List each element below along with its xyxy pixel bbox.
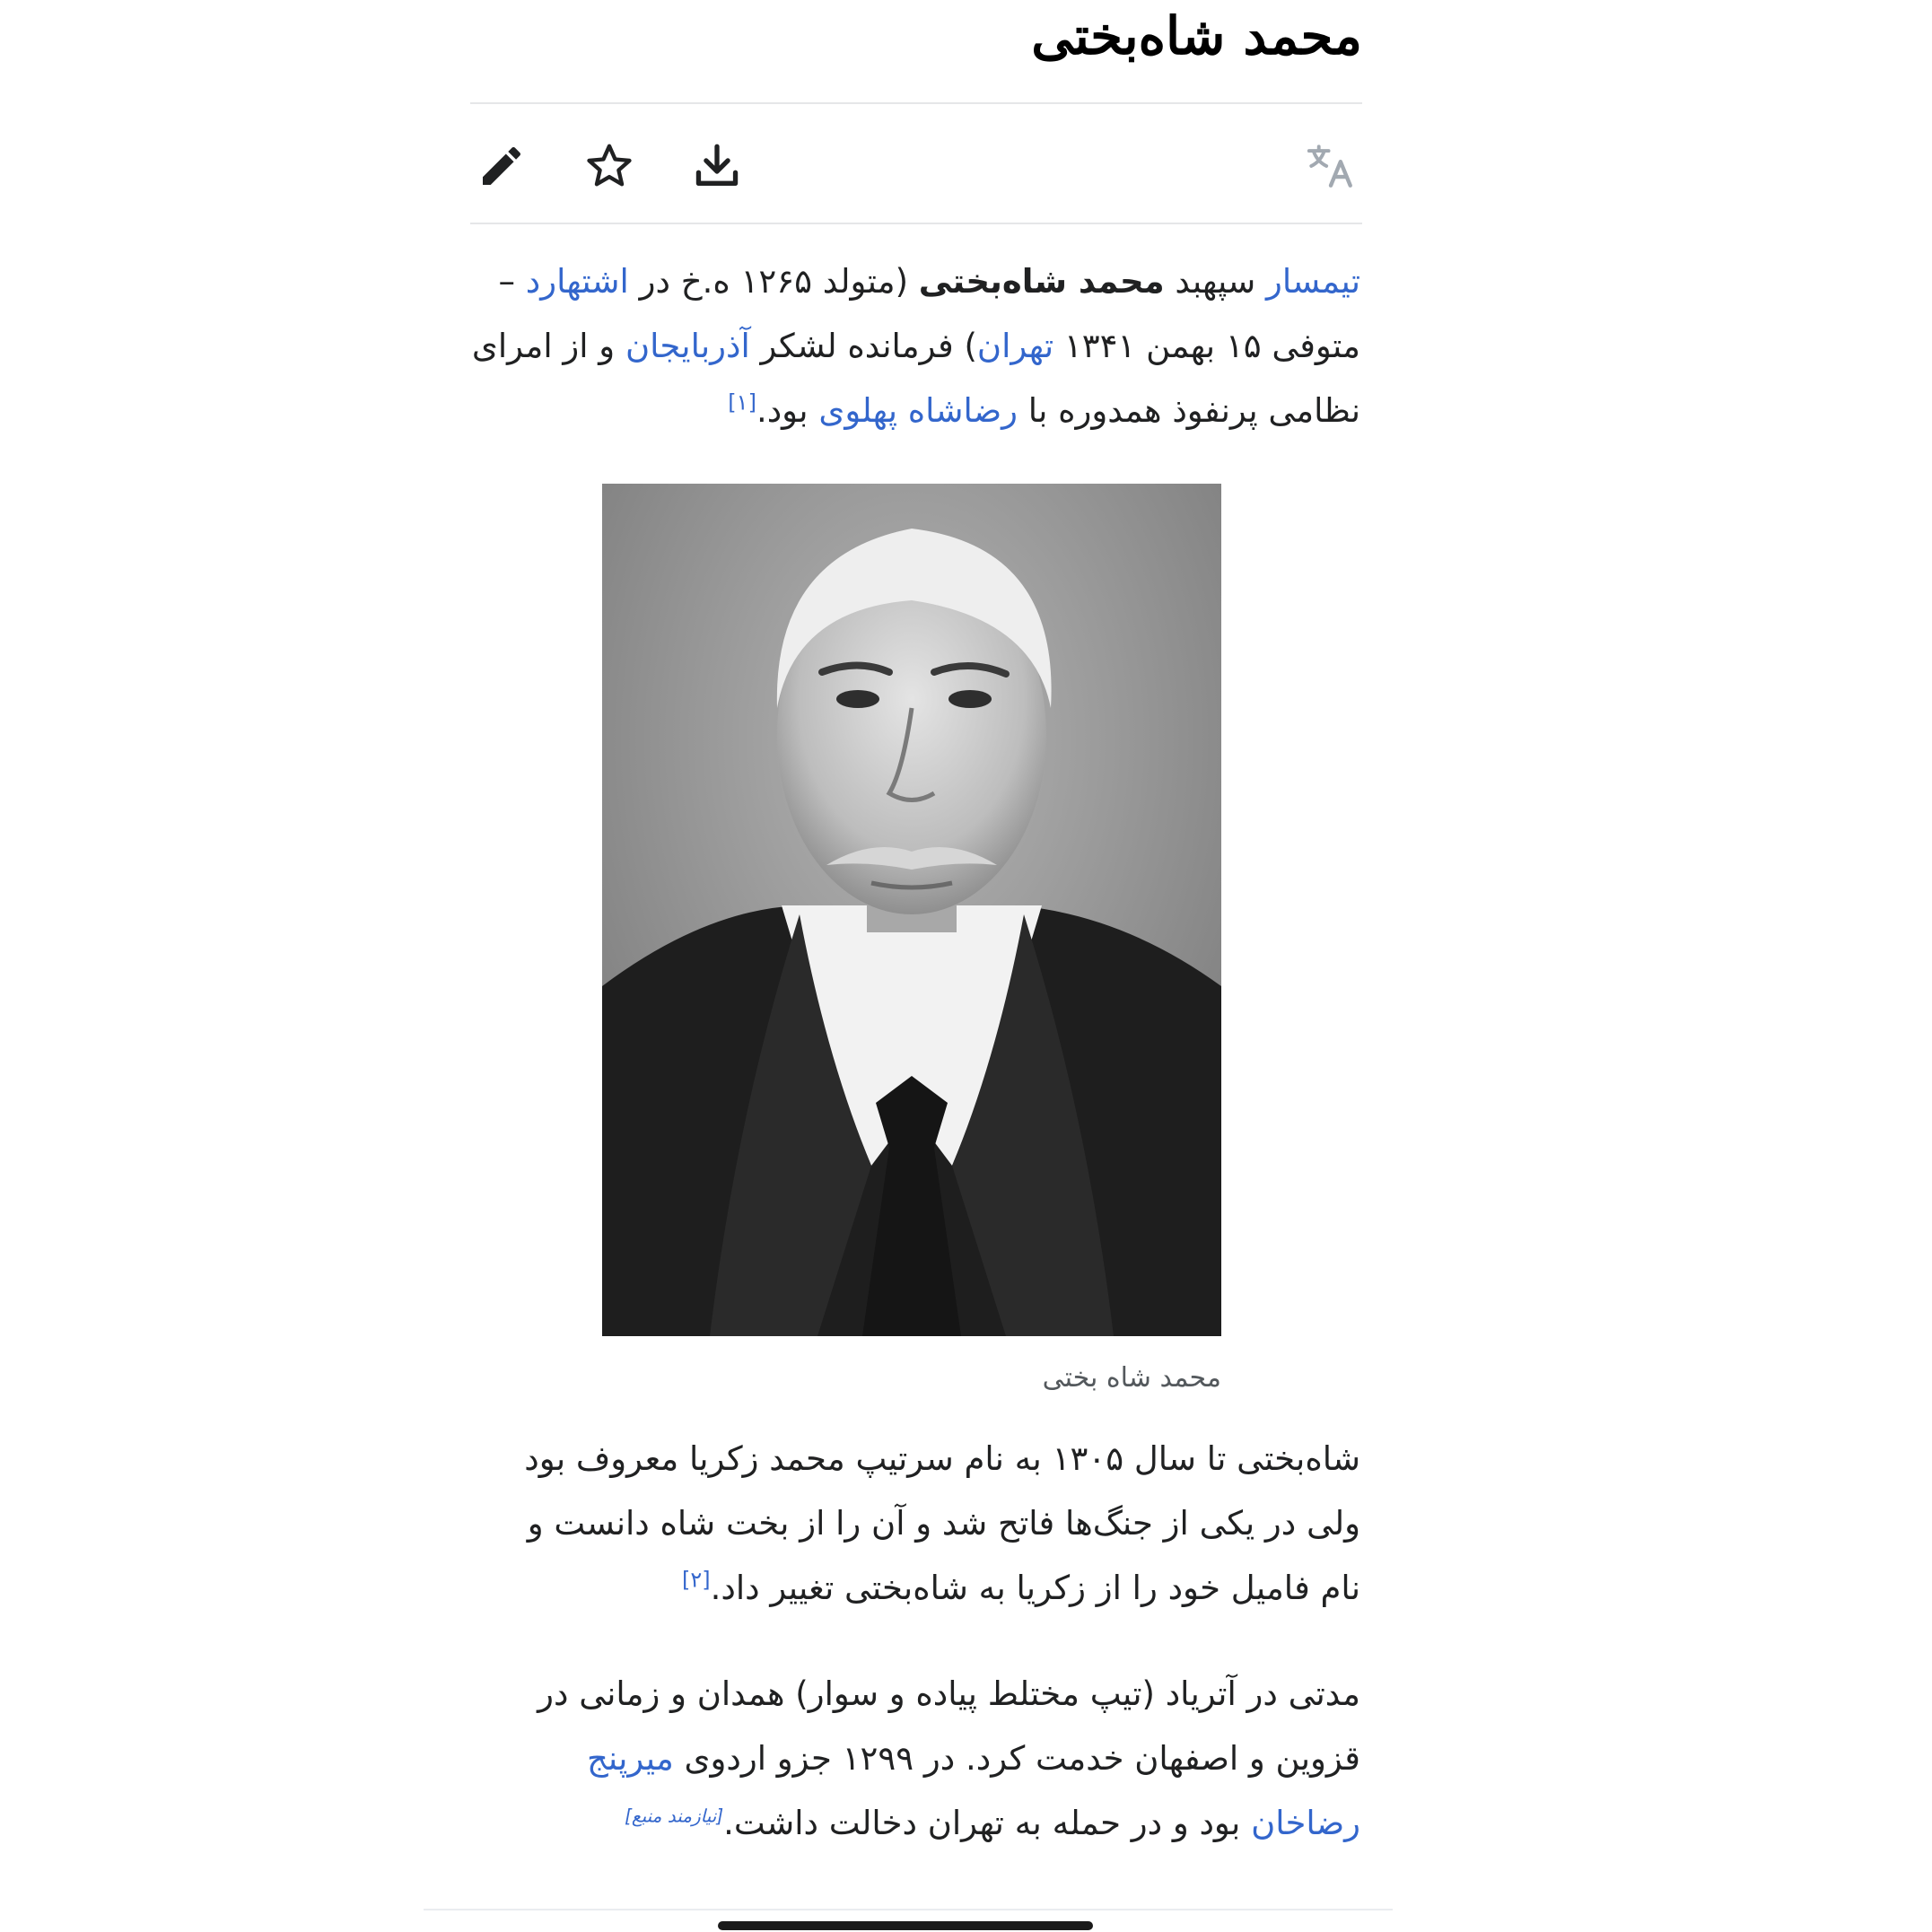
paragraph-2 xyxy=(485,1427,1360,1621)
intro-text: متوفی ۱۵ بهمن ۱۳۴۱ xyxy=(1053,327,1360,365)
link-mirpanj[interactable]: میرپنج xyxy=(587,1739,674,1778)
para3-line-3 xyxy=(485,1791,1360,1856)
para2-line-2: ولی در یکی از جنگ‌ها فاتح شد و آن را از بخت شاه دانست و xyxy=(527,1504,1360,1543)
link-tehran[interactable]: تهران xyxy=(976,327,1054,365)
language-button[interactable] xyxy=(1299,135,1362,197)
figure-caption: محمد شاه بختی xyxy=(1042,1362,1221,1394)
portrait-photo[interactable] xyxy=(602,484,1221,1336)
para3-line-1: مدتی در آتریاد (تیپ مختلط پیاده و سوار) همدان و زمانی در xyxy=(538,1674,1360,1713)
home-indicator-bar[interactable] xyxy=(718,1921,1093,1930)
para2-line-3 xyxy=(485,1556,1360,1621)
page-actions-toolbar xyxy=(470,126,1362,206)
download-button[interactable] xyxy=(686,135,748,197)
intro-text: نظامی پرنفوذ همدوره با xyxy=(1018,391,1360,430)
intro-text: (متولد ۱۲۶۵ ه.خ در xyxy=(628,262,919,301)
reference-2[interactable]: [۲] xyxy=(681,1567,711,1593)
intro-line-2 xyxy=(471,314,1360,379)
pencil-icon xyxy=(476,141,527,191)
paragraph-3 xyxy=(485,1662,1360,1856)
intro-text: و از امرای xyxy=(471,327,625,365)
portrait-image xyxy=(602,484,1221,1336)
page-title: محمد شاه‌بختی xyxy=(1031,5,1362,66)
para2-text: نام فامیل خود را از زکریا به شاه‌بختی تغییر داد. xyxy=(710,1569,1360,1607)
para3-line-2 xyxy=(485,1727,1360,1791)
bottom-divider xyxy=(424,1909,1393,1910)
intro-paragraph xyxy=(471,249,1360,443)
intro-text: – xyxy=(498,262,526,301)
intro-line-1 xyxy=(485,249,1360,314)
watch-star-button[interactable] xyxy=(578,135,641,197)
subject-name-bold: محمد شاه‌بختی xyxy=(918,262,1165,301)
intro-text: سپهبد xyxy=(1164,262,1266,301)
link-eshtehard[interactable]: اشتهارد xyxy=(525,262,629,301)
title-divider xyxy=(470,102,1362,104)
link-azerbaijan[interactable]: آذربایجان xyxy=(625,327,750,365)
star-icon xyxy=(583,140,635,192)
toolbar-divider xyxy=(470,223,1362,224)
edit-button[interactable] xyxy=(470,135,533,197)
para3-text: بود و در حمله به تهران دخالت داشت. xyxy=(723,1804,1252,1842)
intro-line-3 xyxy=(485,379,1360,443)
link-teymsar[interactable]: تیمسار xyxy=(1265,262,1360,301)
para3-text: قزوین و اصفهان خدمت کرد. در ۱۲۹۹ جزو اردوی xyxy=(673,1739,1360,1778)
translate-icon xyxy=(1305,140,1357,192)
link-reza-shah[interactable]: رضاشاه پهلوی xyxy=(818,391,1018,430)
intro-text: بود. xyxy=(756,391,819,430)
download-icon xyxy=(691,140,743,192)
reference-1[interactable]: [۱] xyxy=(728,389,756,415)
para2-line-1: شاه‌بختی تا سال ۱۳۰۵ به نام سرتیپ محمد زکریا معروف بود xyxy=(524,1439,1360,1478)
intro-text: ) فرمانده لشکر xyxy=(749,327,977,365)
link-rezakhan[interactable]: رضاخان xyxy=(1251,1804,1360,1842)
citation-needed-tag[interactable]: [نیازمند منبع] xyxy=(625,1805,724,1827)
